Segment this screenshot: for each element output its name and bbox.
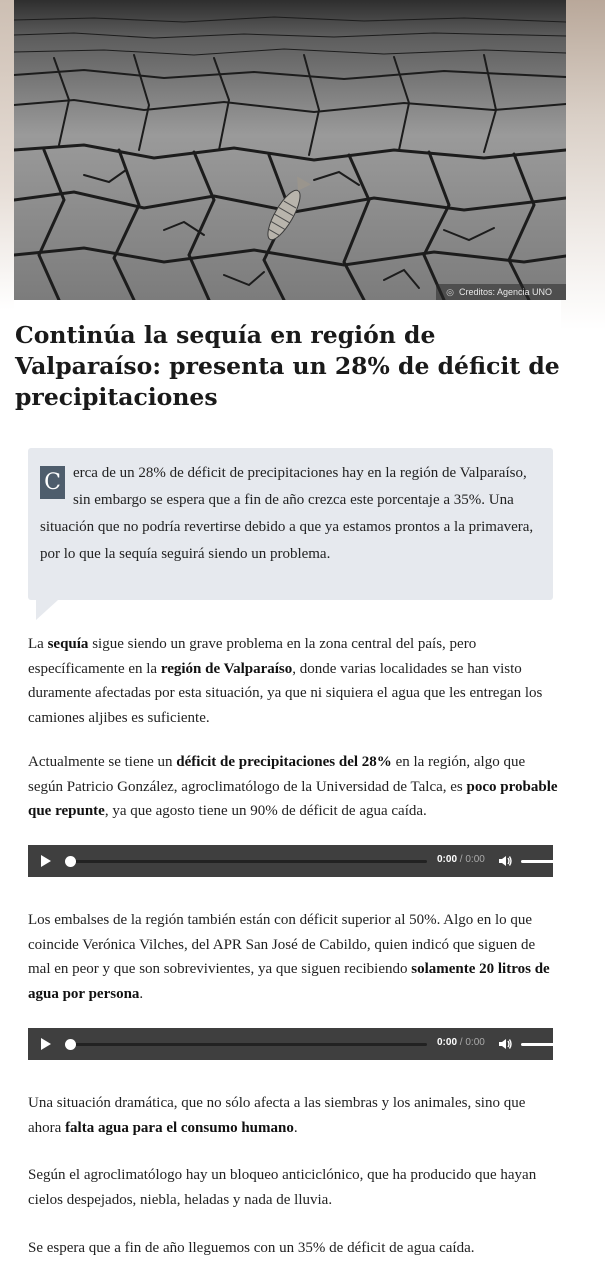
audio-progress-handle[interactable] bbox=[65, 856, 76, 867]
background-decoration-left bbox=[0, 0, 14, 310]
camera-icon: ◎ bbox=[446, 286, 454, 297]
play-icon[interactable] bbox=[41, 1038, 51, 1050]
audio-progress-handle[interactable] bbox=[65, 1039, 76, 1050]
paragraph-5: Según el agroclimatólogo hay un bloqueo anticiclónico, que ha producido que hayan cielos despejados, niebla, heladas y nada de lluvia. bbox=[28, 1167, 537, 1208]
play-icon[interactable] bbox=[41, 855, 51, 867]
volume-icon[interactable] bbox=[497, 1036, 513, 1052]
lead-text bbox=[40, 460, 540, 568]
article-title: Continúa la sequía en región de Valparaíso: presenta un 28% de déficit de precipitaciones bbox=[15, 321, 560, 411]
audio-time: 0:00 / 0:00 bbox=[437, 854, 485, 865]
volume-slider-handle[interactable] bbox=[559, 1039, 570, 1050]
bold-repunte: poco probable que repunte bbox=[28, 778, 558, 819]
photo-credit-text: Creditos: Agencia UNO bbox=[458, 287, 552, 297]
audio-progress-track[interactable] bbox=[71, 1043, 427, 1046]
lead-paragraph: erca de un 28% de déficit de precipitaciones hay en la región de Valparaíso, sin embargo se espera que a fin de año crezca este porcentaje a 35%. Una situación que no podría revertirse debido a que ya estamos prontos a la primavera, por lo que la sequía seguirá siendo un problema. bbox=[40, 465, 534, 562]
audio-player-1 bbox=[28, 845, 553, 877]
paragraph-4: Una situación dramática, que no sólo afecta a las siembras y los animales, sino que ahora falta agua para el consumo humano. bbox=[28, 1095, 526, 1136]
paragraph-3: Los embalses de la región también están con déficit superior al 50%. Algo en lo que coincide Verónica Vilches, del APR San José de Cabildo, quien indicó que siguen de mal en peor y que son sobrevivientes, ya que siguen recibiendo solamente 20 litros de agua por persona. bbox=[28, 912, 550, 1002]
lead-box bbox=[28, 448, 553, 600]
bold-litros: solamente 20 litros de agua por persona bbox=[28, 961, 550, 1002]
audio-progress-track[interactable] bbox=[71, 860, 427, 863]
bold-region: región de Valparaíso bbox=[160, 660, 293, 677]
volume-slider-handle[interactable] bbox=[559, 856, 570, 867]
bold-consumo: falta agua para el consumo humano bbox=[65, 1119, 294, 1136]
paragraph-2: Actualmente se tiene un déficit de precipitaciones del 28% en la región, algo que según Patricio González, agroclimatólogo de la Universidad de Talca, es poco probable que repunte, ya que agosto tiene un 90% de déficit de agua caída. bbox=[28, 754, 558, 819]
audio-player-2 bbox=[28, 1028, 553, 1060]
cracked-earth-illustration bbox=[14, 0, 566, 300]
lead-box-tail bbox=[36, 600, 58, 620]
audio-time: 0:00 / 0:00 bbox=[437, 1037, 485, 1048]
bold-deficit: déficit de precipitaciones del 28% bbox=[176, 754, 392, 770]
background-decoration-right bbox=[561, 0, 605, 330]
paragraph-1: La sequía sigue siendo un grave problema en la zona central del país, pero específicamente en la región de Valparaíso, donde varias localidades se han visto duramente afectadas por esta situación, ya que ni siquiera el agua que les entregan los camiones aljibes es suficiente. bbox=[28, 636, 543, 726]
bold-sequia: sequía bbox=[47, 636, 89, 652]
hero-image bbox=[14, 0, 566, 300]
photo-credit bbox=[436, 284, 566, 300]
volume-icon[interactable] bbox=[497, 853, 513, 869]
drop-cap: C bbox=[40, 466, 65, 499]
paragraph-6: Se espera que a fin de año lleguemos con un 35% de déficit de agua caída. bbox=[28, 1240, 475, 1256]
